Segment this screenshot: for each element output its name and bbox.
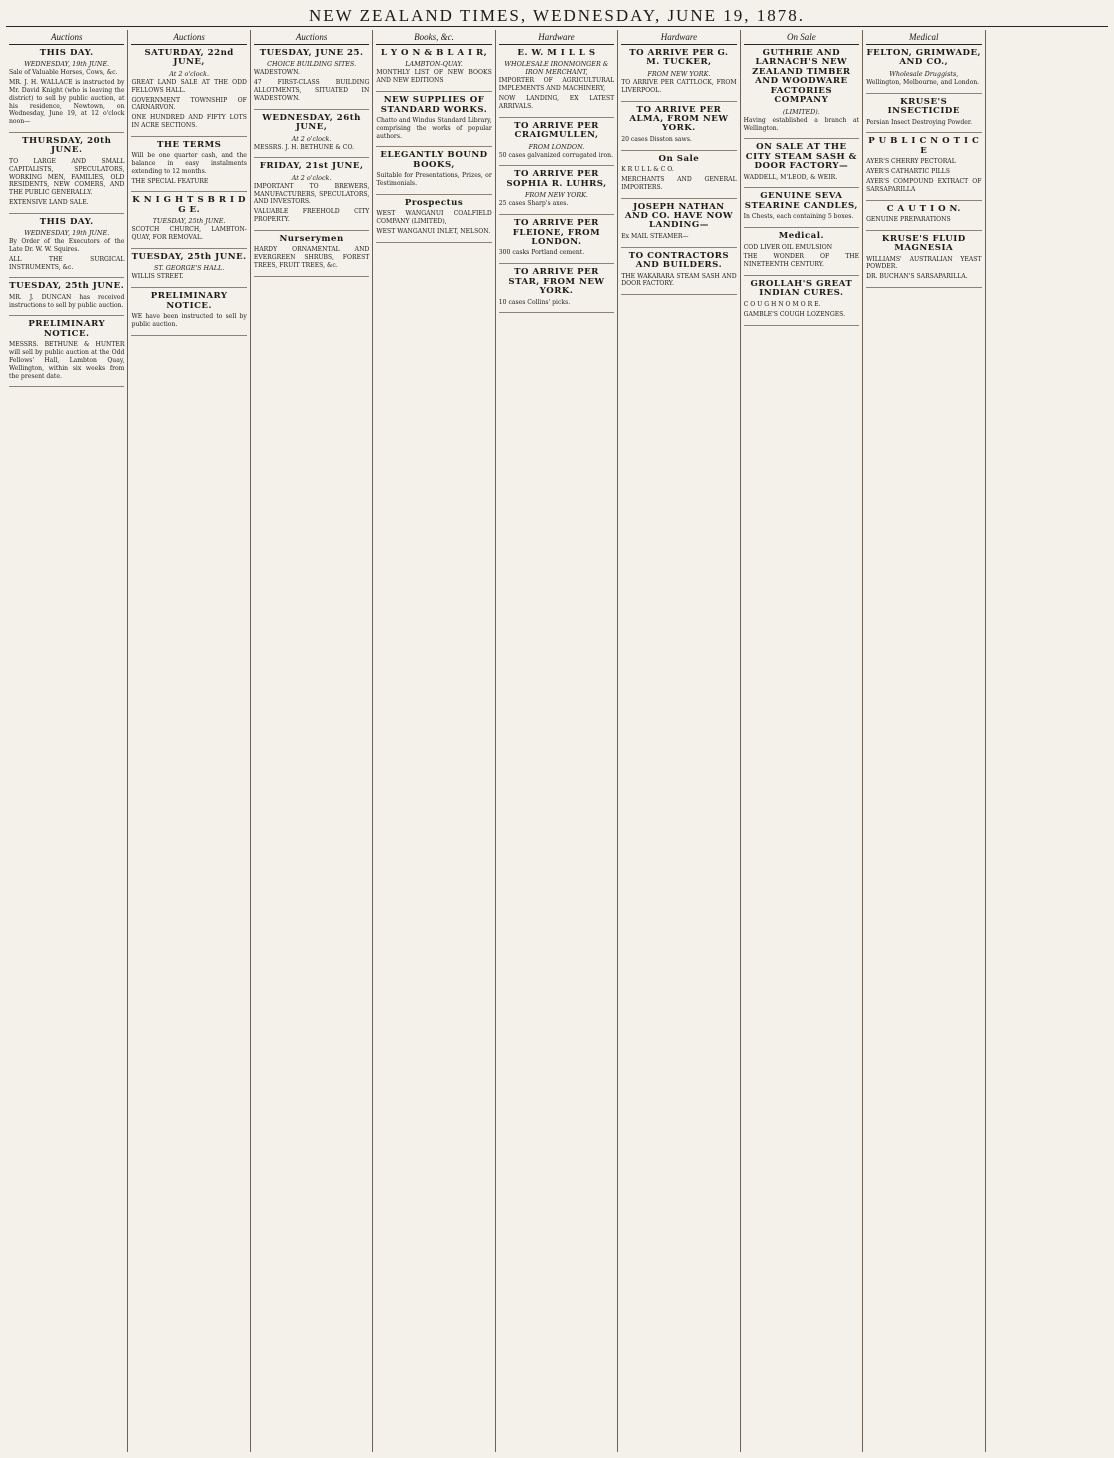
- advertisement: [376, 195, 491, 243]
- advertisement: [499, 166, 614, 215]
- ad-text: GREAT LAND SALE AT THE ODD FELLOWS HALL.: [131, 78, 247, 94]
- ad-subtitle: WHOLESALE IRONMONGER & IRON MERCHANT,: [504, 60, 609, 77]
- advertisement: [621, 102, 736, 151]
- advertisement: [254, 45, 369, 110]
- ad-text: TO LARGE AND SMALL CAPITALISTS, SPECULATORS, WORKING MEN, FAMILIES, OLD RESIDENTS, NEW COMERS, AND THE PUBLIC GENERALLY.: [9, 157, 125, 197]
- ad-text: IMPORTANT TO BREWERS, MANUFACTURERS, SPECULATORS, AND INVESTORS.: [253, 182, 370, 206]
- ad-title: TUESDAY, JUNE 25.: [259, 48, 364, 58]
- advertisement: [866, 133, 981, 200]
- ad-title: THIS DAY.: [39, 48, 94, 58]
- column-7: [741, 30, 863, 1452]
- advertisement: [9, 45, 124, 133]
- ad-title: TUESDAY, 25th JUNE.: [131, 251, 247, 262]
- ad-text: 47 FIRST-CLASS BUILDING ALLOTMENTS, SITUATED IN WADESTOWN.: [253, 79, 370, 102]
- advertisement: [499, 264, 614, 313]
- ad-title: P U B L I C N O T I C E: [868, 136, 980, 156]
- ad-subtitle: FROM LONDON.: [528, 142, 585, 151]
- advertisement: [866, 45, 981, 94]
- column-heading: Auctions: [131, 30, 246, 45]
- advertisement: [131, 137, 246, 193]
- ad-title: ON SALE AT THE CITY STEAM SASH & DOOR FACTORY—: [745, 142, 857, 172]
- ad-subtitle: ST. GEORGE'S HALL.: [154, 264, 225, 273]
- advertisement: [376, 92, 491, 147]
- ad-text: MR. J. H. WALLACE is instructed by Mr. David Knight (who is leaving the district) to sell by public auction, at his residence, Newtown, on Wednesday, June 19, at 12 o'clock noon—: [9, 79, 125, 126]
- advertisement: [744, 188, 859, 228]
- advertisement: [499, 45, 614, 118]
- ad-subtitle: (LIMITED).: [782, 107, 820, 116]
- advertisement: [376, 45, 491, 92]
- ad-subtitle: LAMBTON-QUAY.: [405, 60, 463, 69]
- ad-text: In Chests, each containing 5 boxes.: [743, 213, 854, 221]
- advertisement: [621, 248, 736, 296]
- column-1: [6, 30, 128, 1452]
- ad-title: TO ARRIVE PER ALMA, FROM NEW YORK.: [629, 104, 729, 134]
- ad-title: Nurserymen: [279, 233, 344, 244]
- ad-text: Sale of Valuable Horses, Cows, &c.: [9, 69, 118, 77]
- advertisement: [131, 249, 246, 288]
- ad-text: MR. J. DUNCAN has received instructions to sell by public auction.: [9, 293, 125, 309]
- ad-subtitle: At 2 o'clock.: [291, 134, 332, 143]
- ad-text: 300 casks Portland cement.: [498, 249, 585, 257]
- advertisement: [254, 110, 369, 159]
- column-9: [986, 30, 1108, 1452]
- ad-subtitle: At 2 o'clock.: [169, 69, 210, 78]
- advertisement: [254, 231, 369, 277]
- ad-subtitle: CHOICE BUILDING SITES.: [267, 60, 357, 69]
- ad-text: SCOTCH CHURCH, LAMBTON-QUAY, FOR REMOVAL.: [131, 226, 247, 242]
- advertisement: [744, 139, 859, 188]
- column-3: [251, 30, 373, 1452]
- ad-text: THE SPECIAL FEATURE: [131, 177, 209, 185]
- advertisement: [621, 151, 736, 199]
- column-heading: Auctions: [9, 30, 124, 45]
- masthead: NEW ZEALAND TIMES, WEDNESDAY, JUNE 19, 1878.: [309, 6, 805, 25]
- ad-title: KRUSE'S INSECTICIDE: [887, 96, 960, 117]
- ad-title: GUTHRIE AND LARNACH'S NEW ZEALAND TIMBER AND WOODWARE FACTORIES COMPANY: [752, 48, 851, 106]
- ad-text: Will be one quarter cash, and the balance in easy instalments extending to 12 months.: [131, 152, 247, 175]
- ad-text: AYER'S CATHARTIC PILLS: [866, 168, 950, 176]
- column-5: [496, 30, 618, 1452]
- ad-title: TUESDAY, 25th JUNE.: [9, 281, 125, 292]
- ad-title: E. W. M I L L S: [517, 48, 596, 58]
- ad-text: GOVERNMENT TOWNSHIP OF CARNARVON.: [131, 96, 247, 112]
- ad-text: Having established a branch at Wellington.: [743, 116, 860, 132]
- column-6: [618, 30, 740, 1452]
- ad-text: THE WONDER OF THE NINETEENTH CENTURY.: [743, 253, 860, 269]
- advertisement: [499, 118, 614, 167]
- ad-text: WADESTOWN.: [253, 69, 300, 77]
- ad-text: MERCHANTS AND GENERAL IMPORTERS.: [621, 175, 737, 191]
- advertisement: [9, 316, 124, 387]
- ad-text: Ex MAIL STEAMER—: [621, 232, 689, 240]
- ad-text: 10 cases Collins' picks.: [498, 298, 571, 306]
- ad-text: MESSRS. J. H. BETHUNE & CO.: [253, 143, 355, 151]
- advertisement: [744, 45, 859, 139]
- ad-text: MESSRS. BETHUNE & HUNTER will sell by public auction at the Odd Fellows' Hall, Lambton Quay, Wellington, within six weeks from the present date.: [9, 341, 125, 380]
- advertisement: [866, 94, 981, 134]
- advertisement: [499, 215, 614, 264]
- ad-text: NOW LANDING, EX LATEST ARRIVALS.: [498, 95, 615, 110]
- ad-title: GROLLAH'S GREAT INDIAN CURES.: [750, 279, 853, 299]
- ad-subtitle: Wholesale Druggists,: [889, 69, 959, 78]
- ad-title: TO CONTRACTORS AND BUILDERS.: [628, 250, 730, 271]
- ad-title: FRIDAY, 21st JUNE,: [259, 161, 364, 172]
- ad-text: VALUABLE FREEHOLD CITY PROPERTY.: [253, 208, 370, 223]
- ad-text: Suitable for Presentations, Prizes, or Testimonials.: [376, 172, 492, 188]
- ad-text: WILLIS STREET.: [131, 273, 184, 281]
- ad-text: TO ARRIVE PER CATTLOCK, FROM LIVERPOOL.: [621, 78, 737, 94]
- ad-title: PRELIMINARY NOTICE.: [150, 291, 228, 311]
- ad-text: GENUINE PREPARATIONS: [866, 215, 951, 223]
- ad-title: FELTON, GRIMWADE, AND CO.,: [866, 48, 981, 68]
- ad-title: THE TERMS: [156, 139, 222, 150]
- ad-title: K N I G H T S B R I D G E.: [132, 195, 246, 215]
- ad-text: 20 cases Disston saws.: [621, 135, 692, 143]
- ad-title: Medical.: [778, 231, 824, 242]
- ad-subtitle: At 2 o'clock.: [291, 173, 332, 182]
- column-heading: Medical: [866, 30, 981, 45]
- ad-text: K R U L L & C O.: [621, 166, 674, 174]
- ad-text: 25 cases Sharp's axes.: [498, 200, 569, 208]
- ad-text: Persian Insect Destroying Powder.: [866, 118, 973, 126]
- ad-title: SATURDAY, 22nd JUNE,: [144, 48, 234, 68]
- column-2: [128, 30, 250, 1452]
- ad-title: TO ARRIVE PER STAR, FROM NEW YORK.: [508, 267, 605, 297]
- ad-title: TO ARRIVE PER CRAIGMULLEN,: [514, 120, 599, 141]
- ad-title: L Y O N & B L A I R,: [380, 48, 488, 58]
- ad-title: NEW SUPPLIES OF STANDARD WORKS.: [380, 95, 488, 115]
- ad-text: ONE HUNDRED AND FIFTY LOTS IN ACRE SECTIONS.: [131, 114, 247, 129]
- advertisement: [9, 133, 124, 214]
- ad-title: KRUSE'S FLUID MAGNESIA: [881, 233, 966, 254]
- ad-subtitle: WEDNESDAY, 19th JUNE.: [24, 229, 110, 238]
- advertisement: [866, 231, 981, 288]
- ad-text: WADDELL, M'LEOD, & WEIR.: [743, 173, 838, 181]
- advertisement: [254, 158, 369, 230]
- ad-title: PRELIMINARY NOTICE.: [28, 319, 106, 339]
- advertisement: [9, 214, 124, 279]
- column-heading: Hardware: [499, 30, 614, 45]
- ad-title: THURSDAY, 20th JUNE.: [22, 136, 112, 156]
- advertisement: [621, 45, 736, 102]
- ad-text: Chatto and Windus Standard Library, comprising the works of popular authors.: [376, 116, 492, 140]
- ad-text: Wellington, Melbourne, and London.: [866, 78, 980, 86]
- advertisement: [131, 45, 246, 137]
- ad-text: ALL THE SURGICAL INSTRUMENTS, &c.: [9, 255, 125, 271]
- advertisement: [866, 201, 981, 231]
- ad-text: By Order of the Executors of the Late Dr. W. W. Squires.: [9, 238, 125, 253]
- ad-subtitle: WEDNESDAY, 19th JUNE.: [24, 60, 110, 69]
- ad-title: TO ARRIVE PER SOPHIA R. LUHRS,: [506, 169, 607, 189]
- column-heading: Books, &c.: [376, 30, 491, 45]
- ad-text: HARDY ORNAMENTAL AND EVERGREEN SHRUBS, FOREST TREES, FRUIT TREES, &c.: [253, 246, 370, 269]
- column-heading: On Sale: [744, 30, 859, 45]
- column-4: [373, 30, 495, 1452]
- ad-text: EXTENSIVE LAND SALE.: [9, 198, 89, 206]
- ad-title: TO ARRIVE PER FLEIONE, FROM LONDON.: [512, 218, 601, 247]
- ad-title: On Sale: [658, 153, 700, 164]
- column-heading: Auctions: [254, 30, 369, 45]
- ad-title: GENUINE SEVA STEARINE CANDLES,: [744, 191, 858, 211]
- advertisement: [131, 192, 246, 249]
- ad-subtitle: FROM NEW YORK.: [647, 69, 711, 78]
- advertisement: [744, 228, 859, 276]
- ad-title: C A U T I O N.: [886, 203, 961, 214]
- ad-text: MONTHLY LIST OF NEW BOOKS AND NEW EDITIONS: [376, 69, 492, 85]
- advertisement: [744, 276, 859, 326]
- ad-text: AYER'S CHERRY PECTORAL: [866, 158, 956, 166]
- advertisement: [376, 147, 491, 195]
- ad-text: WE have been instructed to sell by public auction.: [131, 312, 247, 328]
- advertisement: [621, 199, 736, 248]
- masthead-rule: [6, 26, 1108, 27]
- ad-title: JOSEPH NATHAN AND CO. HAVE NOW LANDING—: [624, 201, 733, 231]
- advertisement: [9, 278, 124, 316]
- ad-text: WEST WANGANUI INLET, NELSON.: [376, 227, 491, 235]
- ad-text: IMPORTER OF AGRICULTURAL IMPLEMENTS AND MACHINERY,: [498, 77, 615, 93]
- ad-text: WEST WANGANUI COALFIELD COMPANY (LIMITED),: [376, 210, 492, 226]
- advertisement: [131, 288, 246, 336]
- ad-title: THIS DAY.: [39, 216, 94, 227]
- columns-container: [6, 30, 1108, 1452]
- ad-text: 50 cases galvanized corrugated iron.: [498, 151, 614, 159]
- ad-subtitle: FROM NEW YORK.: [524, 191, 588, 200]
- ad-text: C O U G H N O M O R E.: [743, 300, 821, 308]
- ad-text: GAMBLE'S COUGH LOZENGES.: [743, 310, 846, 318]
- ad-text: COD LIVER OIL EMULSION: [743, 243, 833, 251]
- column-heading: Hardware: [621, 30, 736, 45]
- ad-title: ELEGANTLY BOUND BOOKS,: [380, 150, 488, 170]
- ad-title: TO ARRIVE PER G. M. TUCKER,: [629, 48, 729, 68]
- ad-title: WEDNESDAY, 26th JUNE,: [262, 112, 361, 133]
- ad-text: AYER'S COMPOUND EXTRACT OF SARSAPARILLA: [866, 177, 982, 193]
- ad-title: Prospectus: [404, 197, 464, 208]
- ad-text: THE WAKARARA STEAM SASH AND DOOR FACTORY.: [621, 272, 737, 288]
- ad-subtitle: TUESDAY, 25th JUNE.: [152, 217, 226, 226]
- column-8: [863, 30, 985, 1452]
- ad-text: DR. BUCHAN'S SARSAPARILLA.: [866, 273, 968, 281]
- ad-text: WILLIAMS' AUSTRALIAN YEAST POWDER.: [866, 255, 982, 271]
